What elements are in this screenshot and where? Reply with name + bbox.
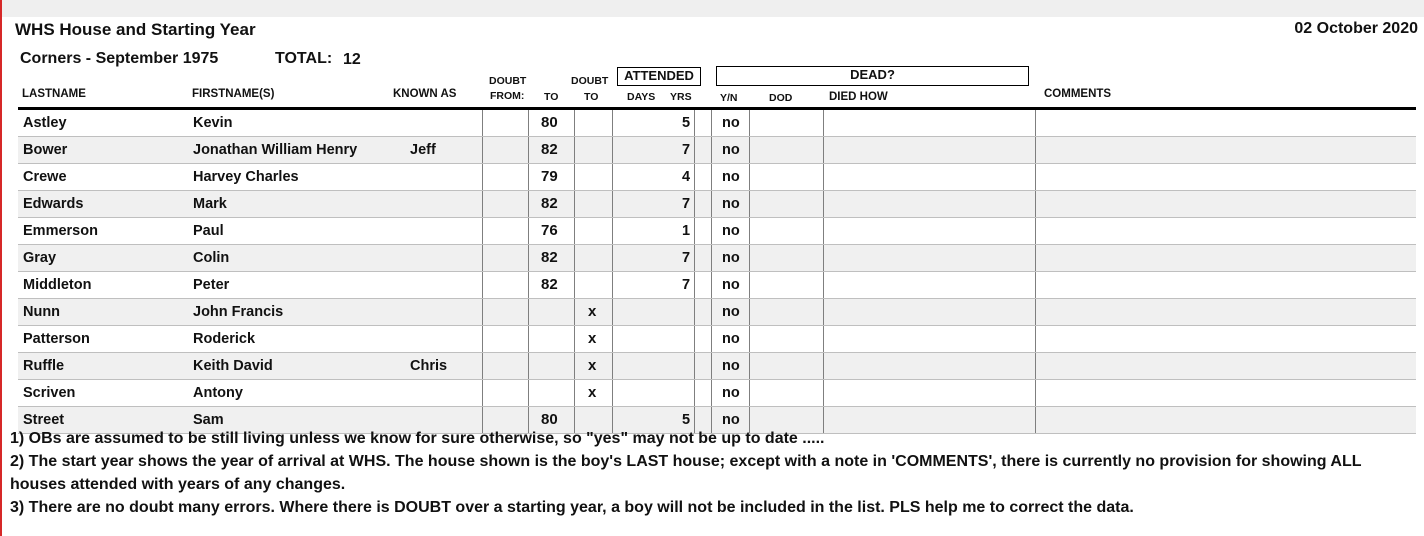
cell-yn: no [722,331,740,347]
col-died-how: DIED HOW [829,91,888,103]
col-doubt-from-top: DOUBT [489,75,527,87]
table-row [18,110,1416,137]
column-divider [711,110,712,136]
col-known-as: KNOWN AS [393,88,457,100]
column-divider [482,110,483,136]
column-divider [528,245,529,271]
column-divider [749,245,750,271]
cell-lastname: Astley [23,115,67,131]
column-divider [823,326,824,352]
cell-firstnames: Keith David [193,358,273,374]
column-divider [574,245,575,271]
cell-yn: no [722,142,740,158]
column-divider [482,218,483,244]
cell-yn: no [722,358,740,374]
cell-lastname: Street [23,412,65,428]
column-divider [574,272,575,298]
cell-yrs: 4 [682,169,691,185]
cell-firstnames: Mark [193,196,227,212]
column-divider [711,218,712,244]
cell-to: 79 [541,168,558,185]
col-dead-box: DEAD? [716,66,1029,86]
column-divider [574,218,575,244]
col-doubt-to-top: DOUBT [571,75,609,87]
cell-firstnames: Jonathan William Henry [193,142,358,158]
column-divider [1035,218,1036,244]
cell-doubt-to: x [588,357,597,374]
col-yrs: YRS [670,91,692,103]
cell-yn: no [722,196,740,212]
column-divider [528,137,529,163]
column-divider [528,380,529,406]
column-divider [482,191,483,217]
cell-lastname: Patterson [23,331,90,347]
cell-lastname: Bower [23,142,68,158]
column-divider [749,299,750,325]
column-divider [711,353,712,379]
note-1: 1) OBs are assumed to be still living unless we know for sure otherwise, so "yes" may not be up to date ..... [10,430,825,447]
cell-known-as: Jeff [410,142,436,158]
cell-yrs: 5 [682,412,691,428]
column-divider [528,191,529,217]
column-divider [612,245,613,271]
column-divider [694,164,695,190]
col-dod: DOD [769,92,793,104]
cell-lastname: Edwards [23,196,84,212]
column-divider [694,245,695,271]
column-divider [482,299,483,325]
column-divider [749,326,750,352]
column-divider [1035,380,1036,406]
column-divider [1035,272,1036,298]
column-divider [694,299,695,325]
column-divider [694,137,695,163]
page-title: WHS House and Starting Year [15,20,256,39]
table-row [18,299,1416,326]
column-divider [612,272,613,298]
column-divider [711,191,712,217]
column-divider [694,218,695,244]
column-divider [749,137,750,163]
column-divider [482,326,483,352]
column-divider [482,272,483,298]
cell-to: 82 [541,276,558,293]
cell-firstnames: Roderick [193,331,256,347]
cell-yrs: 7 [682,196,691,212]
column-divider [749,191,750,217]
column-divider [823,299,824,325]
data-table [18,110,1416,434]
cell-yrs: 7 [682,250,691,266]
column-divider [1035,245,1036,271]
cell-to: 82 [541,141,558,158]
table-row [18,380,1416,407]
total-label: TOTAL: [275,50,333,67]
cell-to: 82 [541,195,558,212]
column-divider [823,218,824,244]
column-divider [823,164,824,190]
column-divider [574,380,575,406]
cell-doubt-to: x [588,303,597,320]
column-divider [612,299,613,325]
column-divider [823,353,824,379]
cell-to: 82 [541,249,558,266]
column-divider [1035,137,1036,163]
column-divider [711,380,712,406]
column-divider [528,353,529,379]
cell-yn: no [722,250,740,266]
column-divider [1035,353,1036,379]
column-divider [612,326,613,352]
column-divider [482,245,483,271]
cell-to: 80 [541,411,558,428]
cell-doubt-to: x [588,384,597,401]
cell-yrs: 5 [682,115,691,131]
cell-yrs: 1 [682,223,691,239]
column-divider [749,110,750,136]
report-date: 02 October 2020 [1294,20,1418,37]
column-divider [823,380,824,406]
cell-lastname: Emmerson [23,223,98,239]
column-divider [1035,326,1036,352]
cell-lastname: Middleton [23,277,92,293]
column-divider [749,380,750,406]
cell-firstnames: Peter [193,277,230,293]
column-divider [574,326,575,352]
column-divider [612,164,613,190]
column-divider [574,353,575,379]
cell-firstnames: Antony [193,385,243,401]
column-divider [694,353,695,379]
column-divider [711,272,712,298]
table-row [18,272,1416,299]
column-divider [823,137,824,163]
column-divider [711,245,712,271]
column-divider [612,380,613,406]
cell-yn: no [722,412,740,428]
column-divider [823,191,824,217]
column-divider [711,137,712,163]
cell-firstnames: John Francis [193,304,284,320]
column-divider [612,353,613,379]
col-doubt-from-bottom: FROM: [490,90,525,102]
column-divider [749,353,750,379]
col-attended-box: ATTENDED [617,67,701,86]
column-divider [1035,164,1036,190]
column-divider [612,110,613,136]
cell-yn: no [722,304,740,320]
cell-known-as: Chris [410,358,448,374]
column-divider [1035,110,1036,136]
cell-firstnames: Harvey Charles [193,169,299,185]
column-divider [711,164,712,190]
column-divider [749,272,750,298]
cell-to: 80 [541,114,558,131]
notes [10,427,1415,519]
house-subtitle: Corners - September 1975 [20,50,219,67]
cell-yrs: 7 [682,142,691,158]
column-divider [694,326,695,352]
cell-lastname: Crewe [23,169,67,185]
top-band [0,0,1424,17]
column-divider [574,299,575,325]
column-divider [823,245,824,271]
column-divider [574,110,575,136]
cell-yn: no [722,169,740,185]
column-divider [711,326,712,352]
cell-yn: no [722,223,740,239]
column-divider [482,353,483,379]
column-divider [528,218,529,244]
column-divider [749,218,750,244]
column-divider [694,191,695,217]
column-divider [612,218,613,244]
cell-yn: no [722,115,740,131]
cell-lastname: Nunn [23,304,61,320]
cell-firstnames: Kevin [193,115,233,131]
table-row [18,353,1416,380]
total-value: 12 [343,51,361,68]
column-divider [528,110,529,136]
table-row [18,245,1416,272]
col-to: TO [544,91,559,103]
column-divider [1035,191,1036,217]
note-2: 2) The start year shows the year of arrival at WHS. The house shown is the boy's LAST house; except with a note in 'COMMENTS', there is currently no provision for showing ALL houses attended with years of any changes. [10,453,1362,493]
column-divider [574,191,575,217]
note-3: 3) There are no doubt many errors. Where there is DOUBT over a starting year, a boy will not be included in the list. PLS help me to correct the data. [10,499,1134,516]
cell-yrs: 7 [682,277,691,293]
cell-lastname: Gray [23,250,57,266]
column-divider [612,191,613,217]
column-divider [711,299,712,325]
column-divider [823,272,824,298]
column-divider [482,380,483,406]
cell-yn: no [722,385,740,401]
column-divider [694,110,695,136]
cell-firstnames: Sam [193,412,224,428]
table-row [18,191,1416,218]
column-divider [694,380,695,406]
cell-yn: no [722,277,740,293]
column-divider [823,110,824,136]
cell-firstnames: Colin [193,250,230,266]
column-divider [482,137,483,163]
cell-doubt-to: x [588,330,597,347]
left-margin-bar [0,0,2,536]
column-divider [749,164,750,190]
column-divider [528,326,529,352]
column-divider [528,299,529,325]
col-days: DAYS [627,91,656,103]
cell-firstnames: Paul [193,223,224,239]
col-comments: COMMENTS [1044,88,1112,100]
column-divider [694,272,695,298]
column-divider [528,164,529,190]
column-divider [574,164,575,190]
table-row [18,218,1416,245]
column-divider [1035,299,1036,325]
cell-lastname: Scriven [23,385,76,401]
table-row [18,164,1416,191]
table-row [18,137,1416,164]
col-yn: Y/N [720,92,738,104]
cell-to: 76 [541,222,558,239]
table-row [18,326,1416,353]
column-divider [528,272,529,298]
col-firstnames: FIRSTNAME(S) [192,88,275,100]
col-lastname: LASTNAME [22,88,86,100]
column-divider [574,137,575,163]
column-divider [482,164,483,190]
column-divider [612,137,613,163]
cell-lastname: Ruffle [23,358,65,374]
col-doubt-to-bottom: TO [584,91,599,103]
